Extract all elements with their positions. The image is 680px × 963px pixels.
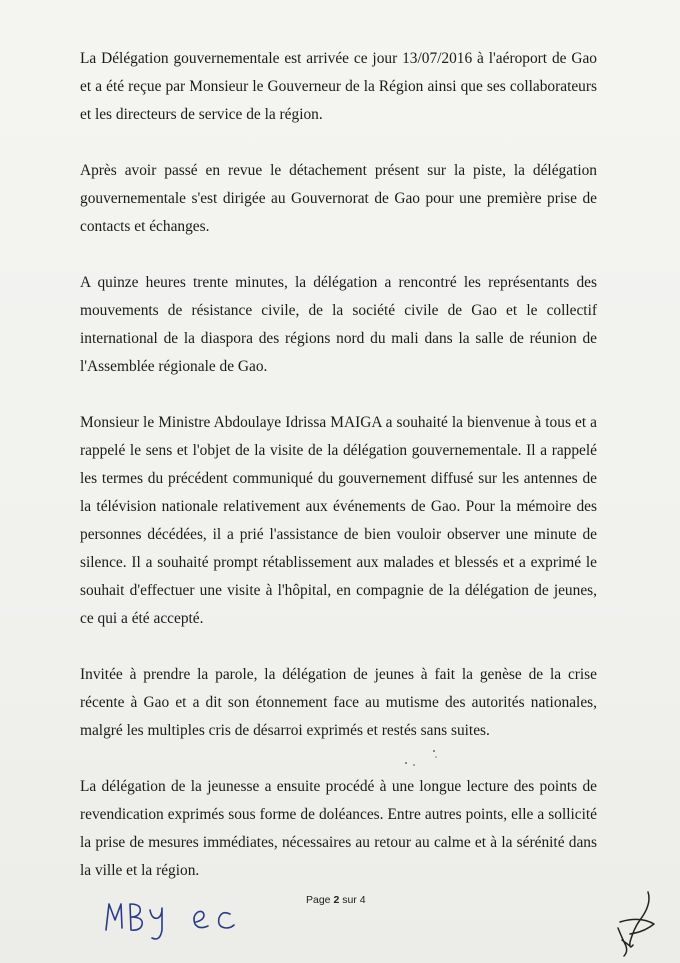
page-current: 2 xyxy=(333,894,340,906)
page-word: Page xyxy=(306,894,331,906)
document-body xyxy=(80,45,597,913)
paragraph-arrival: La Délégation gouvernementale est arrivée ce jour 13/07/2016 à l'aéroport de Gao et a été reçue par Monsieur le Gouverneur de la Région ainsi que ses collaborateurs et les directeurs de service de la région. xyxy=(80,50,597,123)
page-sep: sur xyxy=(342,894,357,906)
paragraph-youth-speech: Invitée à prendre la parole, la délégation de jeunes à fait la genèse de la crise récente à Gao et a dit son étonnement face au mutisme des autorités nationales, malgré les multiples cris de désarroi exprimés et restés sans suites. xyxy=(80,666,597,739)
paragraph-review: Après avoir passé en revue le détachement présent sur la piste, la délégation gouvernementale s'est dirigée au Gouvernorat de Gao pour une première prise de contacts et échanges. xyxy=(80,162,597,235)
scan-specks xyxy=(400,745,440,775)
page-footer xyxy=(0,890,680,963)
signature-icon xyxy=(600,890,670,960)
page-total: 4 xyxy=(359,894,366,906)
paragraph-minister: Monsieur le Ministre Abdoulaye Idrissa MAIGA a souhaité la bienvenue à tous et a rappelé le sens et l'objet de la visite de la délégation gouvernementale. Il a rappelé les termes du précédent communiqué du gouvernement diffusé sur les antennes de la télévision nationale relativement aux événements de Gao. Pour la mémoire des personnes décédées, il a prié l'assistance de bien vouloir observer une minute de silence. Il a souhaité prompt rétablissement aux malades et blessés et a exprimé le souhait d'effectuer une visite à l'hôpital, en compagnie de la délégation de jeunes, ce qui a été accepté. xyxy=(80,414,597,627)
handwritten-initials xyxy=(100,890,250,950)
paragraph-meeting: A quinze heures trente minutes, la délégation a rencontré les représentants des mouvements de résistance civile, de la société civile de Gao et le collectif international de la diaspora des régions nord du mali dans la salle de réunion de l'Assemblée régionale de Gao. xyxy=(80,274,597,375)
page-number xyxy=(306,894,366,906)
paragraph-demands: La délégation de la jeunesse a ensuite procédé à une longue lecture des points de revendication exprimés sous forme de doléances. Entre autres points, elle a sollicité la prise de mesures immédiates, nécessaires au retour au calme et à la sérénité dans la ville et la région. xyxy=(80,778,597,879)
